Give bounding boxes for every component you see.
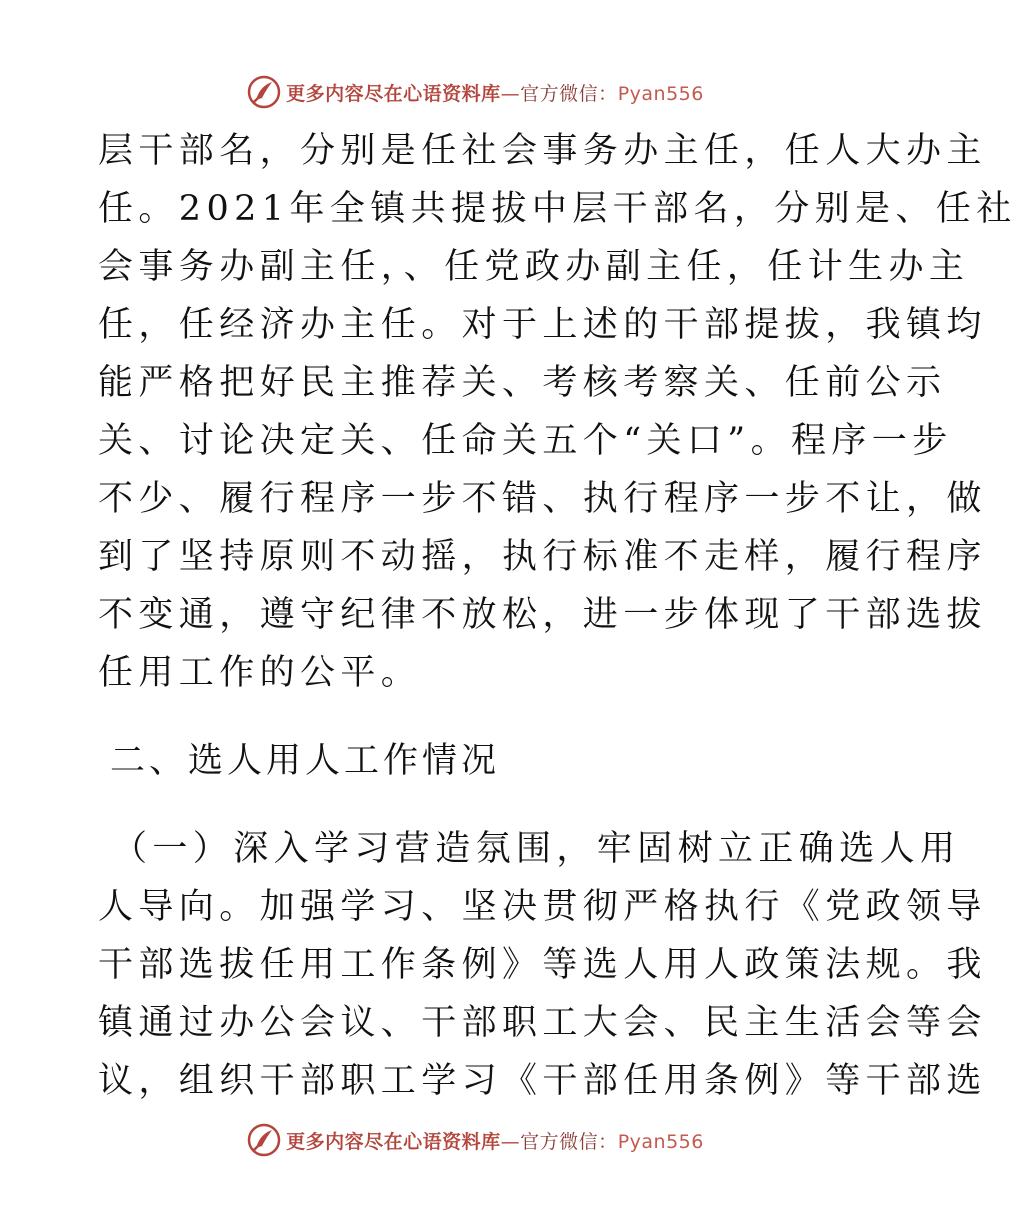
text-line: 不变通，遵守纪律不放松，进一步体现了干部选拔 xyxy=(98,595,987,635)
text-line: 人导向。加强学习、坚决贯彻严格执行《党政领导 xyxy=(98,887,987,927)
watermark-main-text: 更多内容尽在心语资料库 xyxy=(286,82,501,105)
text-line: 任。2021年全镇共提拔中层干部名，分别是、任社 xyxy=(98,189,1017,229)
text-line: 到了坚持原则不动摇，执行标准不走样，履行程序 xyxy=(98,537,987,577)
watermark-dash: — xyxy=(500,1130,521,1153)
text-line: （一）深入学习营造氛围，牢固树立正确选人用 xyxy=(112,829,961,869)
text-line: 能严格把好民主推荐关、考核考察关、任前公示 xyxy=(98,363,947,403)
text-line: 关、讨论决定关、任命关五个“关口”。程序一步 xyxy=(98,421,953,461)
watermark-wechat-id: Pyan556 xyxy=(617,82,704,105)
text-line: 任，任经济办主任。对于上述的干部提拔，我镇均 xyxy=(98,305,987,345)
text-line: 议，组织干部职工学习《干部任用条例》等干部选 xyxy=(98,1061,987,1101)
paragraph-selection-work xyxy=(98,820,987,1110)
watermark-dash: — xyxy=(500,82,521,105)
watermark-text xyxy=(286,79,704,106)
paragraph-cadre-promotion xyxy=(98,122,1017,702)
watermark-wechat-label: 官方微信： xyxy=(520,82,618,105)
watermark-main-text: 更多内容尽在心语资料库 xyxy=(286,1130,501,1153)
text-line: 干部选拔任用工作条例》等选人用人政策法规。我 xyxy=(98,945,987,985)
section-heading: 二、选人用人工作情况 xyxy=(110,741,501,781)
pen-flower-logo-icon xyxy=(246,1122,282,1158)
text-line: 层干部名，分别是任社会事务办主任，任人大办主 xyxy=(98,131,987,171)
watermark-text xyxy=(286,1127,704,1154)
footer-watermark xyxy=(0,1120,950,1160)
text-line: 不少、履行程序一步不错、执行程序一步不让，做 xyxy=(98,479,987,519)
text-line: 任用工作的公平。 xyxy=(98,653,422,693)
text-line: 会事务办副主任，、任党政办副主任，任计生办主 xyxy=(98,247,970,287)
watermark-wechat-id: Pyan556 xyxy=(617,1130,704,1153)
text-line: 镇通过办公会议、干部职工大会、民主生活会等会 xyxy=(98,1003,987,1043)
header-watermark xyxy=(0,72,950,112)
watermark-wechat-label: 官方微信： xyxy=(520,1130,618,1153)
pen-flower-logo-icon xyxy=(246,74,282,110)
document-body xyxy=(98,122,1017,1110)
